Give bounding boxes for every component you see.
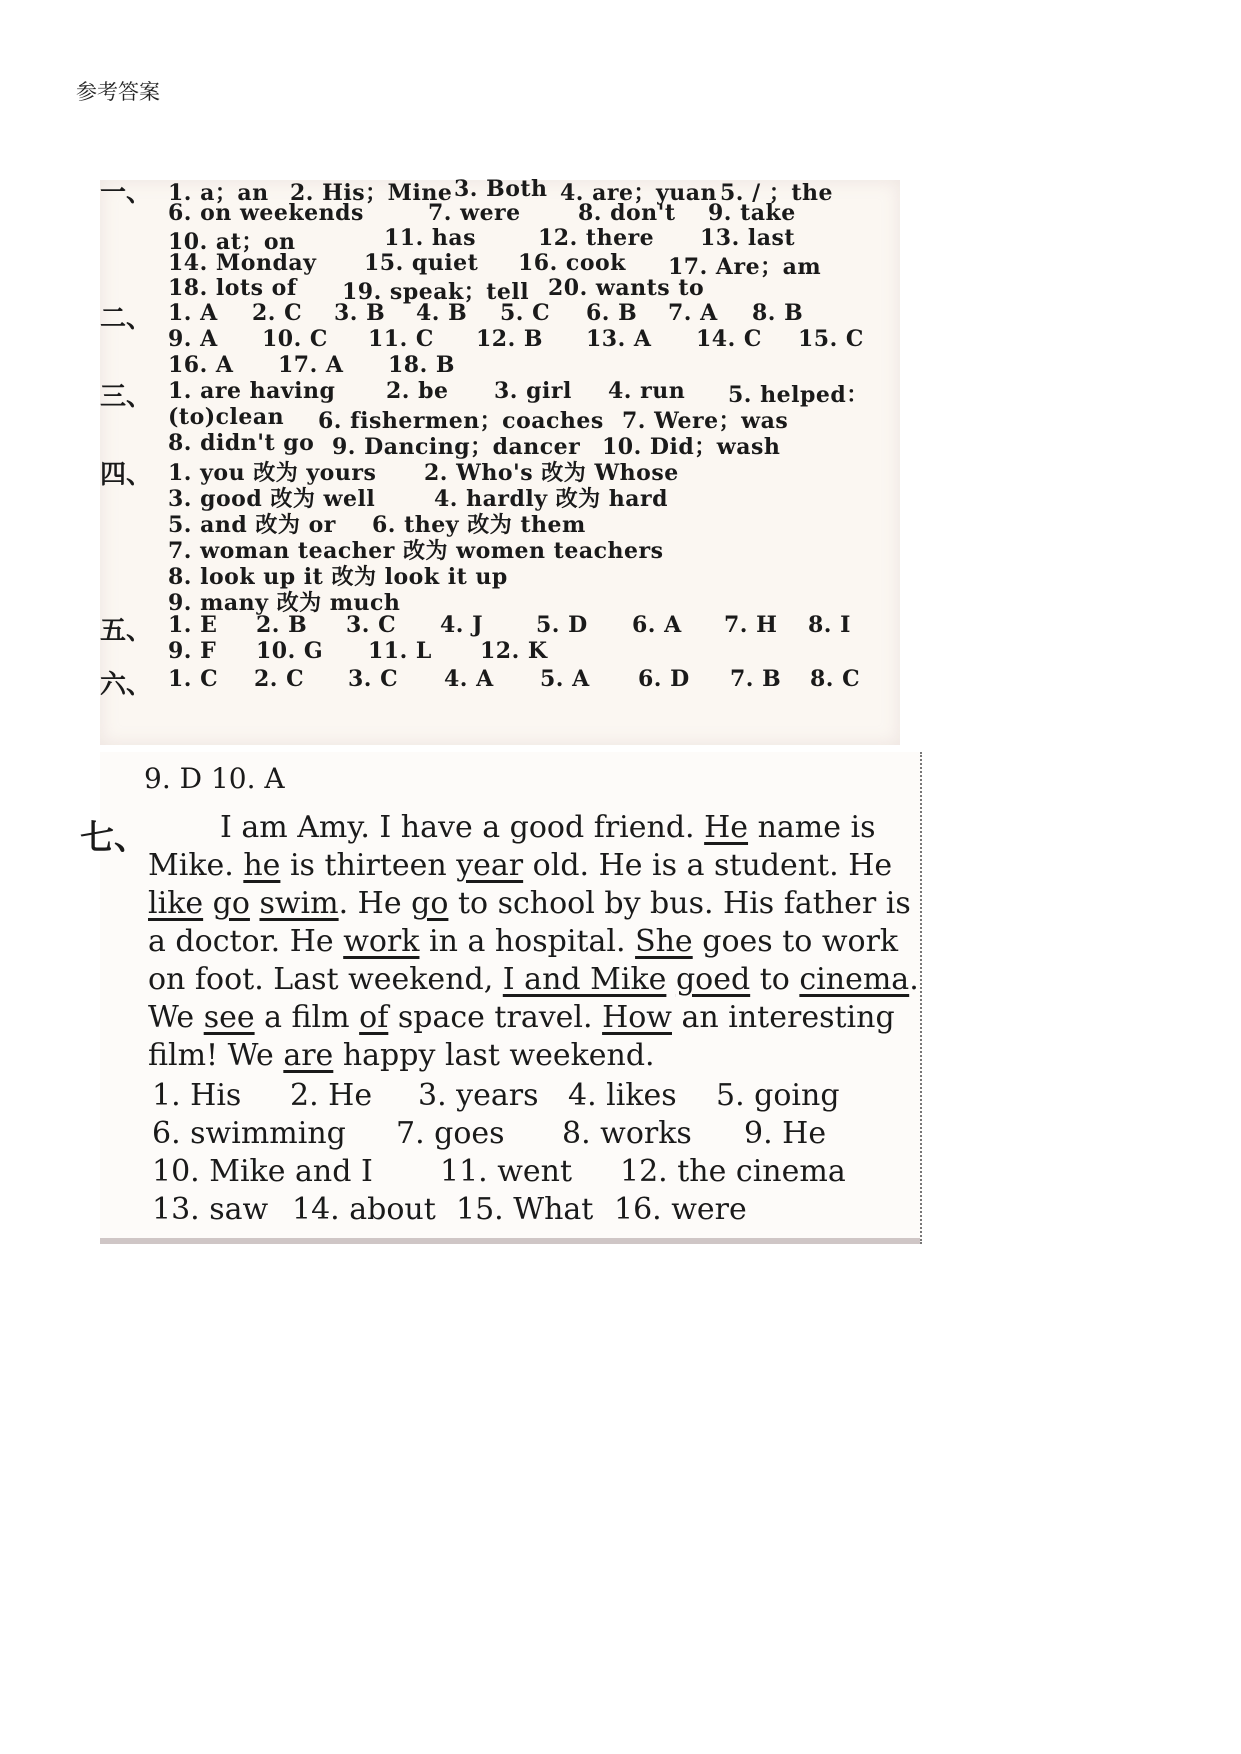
answer-item: 3. C bbox=[348, 666, 399, 692]
answer-item: 7. woman teacher 改为 women teachers bbox=[168, 538, 664, 564]
answer-item: 7. were bbox=[428, 200, 521, 226]
answer-item: 15. C bbox=[798, 326, 864, 352]
answer-item: 5. going bbox=[716, 1078, 840, 1113]
answer-item: 8. C bbox=[810, 666, 861, 692]
answer-item: 12. B bbox=[476, 326, 544, 352]
answer-item: 8. don't bbox=[578, 200, 676, 226]
passage-line-2: Mike. he is thirteen year old. He is a student. He bbox=[148, 848, 893, 883]
answer-item: 8. works bbox=[562, 1116, 692, 1151]
answer-item: 4. J bbox=[440, 612, 484, 638]
answer-scan-part-2 bbox=[80, 752, 922, 1244]
answer-item: 2. Who's 改为 Whose bbox=[424, 460, 679, 486]
answer-item: 12. K bbox=[480, 638, 548, 664]
answer-item: 15. quiet bbox=[364, 250, 479, 276]
answer-item: 4. A bbox=[444, 666, 494, 692]
answer-item: 14. Monday bbox=[168, 250, 317, 276]
answer-item: 8. B bbox=[752, 300, 804, 326]
answer-item: 6. on weekends bbox=[168, 200, 364, 226]
answer-item: 15. What bbox=[456, 1192, 594, 1227]
answer-item: 16. A bbox=[168, 352, 234, 378]
answer-item: 7. goes bbox=[396, 1116, 505, 1151]
answer-item: 6. D bbox=[638, 666, 690, 692]
answer-item: 8. look up it 改为 look it up bbox=[168, 564, 508, 590]
answer-item: 5. C bbox=[500, 300, 551, 326]
answer-item: 11. C bbox=[368, 326, 434, 352]
answer-item: 1. E bbox=[168, 612, 218, 638]
answer-item: 16. cook bbox=[518, 250, 626, 276]
answer-item: 9. many 改为 much bbox=[168, 590, 401, 616]
passage-line-7: film! We are happy last weekend. bbox=[148, 1038, 655, 1073]
answer-item: 3. Both bbox=[454, 176, 548, 202]
answer-item: 10. Mike and I bbox=[152, 1154, 373, 1189]
answer-item: 1. C bbox=[168, 666, 219, 692]
answer-item: 14. about bbox=[292, 1192, 436, 1227]
answer-item: 12. there bbox=[538, 225, 655, 251]
answer-item: 2. C bbox=[252, 300, 303, 326]
passage-line-6: We see a film of space travel. How an interesting bbox=[148, 1000, 895, 1035]
answer-item: 19. speak；tell bbox=[342, 279, 530, 305]
answer-item: 5. D bbox=[536, 612, 588, 638]
answer-item: 11. L bbox=[368, 638, 432, 664]
answer-item: 5. helped： bbox=[728, 382, 869, 408]
answer-item: 4. likes bbox=[568, 1078, 677, 1113]
answer-item: 10. Did；wash bbox=[602, 434, 781, 460]
answer-item: 7. A bbox=[668, 300, 718, 326]
answer-item: 6. A bbox=[632, 612, 682, 638]
scan-edge bbox=[100, 1238, 920, 1244]
answer-item: 12. the cinema bbox=[620, 1154, 846, 1189]
answer-item: 18. lots of bbox=[168, 275, 297, 301]
answer-item: 13. A bbox=[586, 326, 652, 352]
answer-item: 10. G bbox=[256, 638, 324, 664]
answer-item: 6. they 改为 them bbox=[372, 512, 586, 538]
answer-scan-part-1 bbox=[100, 176, 900, 745]
answer-item: 1. His bbox=[152, 1078, 242, 1113]
answer-item: 6. B bbox=[586, 300, 638, 326]
answer-item: 18. B bbox=[388, 352, 456, 378]
answer-item: 7. H bbox=[724, 612, 778, 638]
passage-line-4: a doctor. He work in a hospital. She goes to work bbox=[148, 924, 899, 959]
answer-item: 3. good 改为 well bbox=[168, 486, 376, 512]
answer-item: 16. were bbox=[614, 1192, 747, 1227]
answer-item: 13. saw bbox=[152, 1192, 269, 1227]
answer-item: 8. didn't go bbox=[168, 430, 315, 456]
page-title: 参考答案 bbox=[76, 80, 160, 104]
answer-item: 5. and 改为 or bbox=[168, 512, 336, 538]
section-1-label: 一、 bbox=[100, 178, 153, 208]
answer-item: 17. Are；am bbox=[668, 254, 822, 280]
answer-item: 4. B bbox=[416, 300, 468, 326]
answer-item: 9. He bbox=[744, 1116, 827, 1151]
answer-item: 4. are；yuan bbox=[560, 180, 717, 206]
answer-item: 2. B bbox=[256, 612, 308, 638]
answer-item: 5. A bbox=[540, 666, 590, 692]
section-4-label: 四、 bbox=[100, 460, 153, 490]
answer-item: 2. C bbox=[254, 666, 305, 692]
answer-item: 9. take bbox=[708, 200, 796, 226]
section-5-label: 五、 bbox=[100, 616, 153, 646]
answer-item: 4. run bbox=[608, 378, 686, 404]
answer-item: 17. A bbox=[278, 352, 344, 378]
answer-item: 8. I bbox=[808, 612, 851, 638]
section-2-label: 二、 bbox=[100, 304, 153, 334]
answer-item: 6. fishermen；coaches bbox=[318, 408, 604, 434]
answer-item: 4. hardly 改为 hard bbox=[434, 486, 669, 512]
answer-item: 2. His；Mine bbox=[290, 180, 453, 206]
answer-item: 11. has bbox=[384, 225, 477, 251]
answer-item: 11. went bbox=[440, 1154, 573, 1189]
answer-item: 20. wants to bbox=[548, 275, 705, 301]
answer-item: 10. at；on bbox=[168, 229, 296, 255]
answer-item: 5. / ；the bbox=[720, 180, 833, 206]
answer-item: 6. swimming bbox=[152, 1116, 346, 1151]
answer-item: 7. Were；was bbox=[622, 408, 789, 434]
section-3-label: 三、 bbox=[100, 382, 153, 412]
passage-line-1: I am Amy. I have a good friend. He name is bbox=[220, 810, 876, 845]
answer-item: 7. B bbox=[730, 666, 782, 692]
answer-item: 3. years bbox=[418, 1078, 539, 1113]
answer-item: 2. be bbox=[386, 378, 449, 404]
section-7-label: 七、 bbox=[80, 818, 148, 858]
answer-item: 1. A bbox=[168, 300, 218, 326]
answer-item: 1. you 改为 yours bbox=[168, 460, 377, 486]
answer-item: 9. Dancing；dancer bbox=[332, 434, 581, 460]
answer-item: (to)clean bbox=[168, 404, 285, 430]
answer-item: 3. girl bbox=[494, 378, 572, 404]
answer-item: 14. C bbox=[696, 326, 762, 352]
answer-item: 1. a；an bbox=[168, 180, 269, 206]
answer-item: 3. B bbox=[334, 300, 386, 326]
answer-item: 2. He bbox=[290, 1078, 373, 1113]
answer-item: 3. C bbox=[346, 612, 397, 638]
section-6-continued: 9. D 10. A bbox=[144, 762, 285, 795]
passage-line-5: on foot. Last weekend, I and Mike goed to cinema. bbox=[148, 962, 919, 997]
answer-item: 9. F bbox=[168, 638, 217, 664]
answer-item: 9. A bbox=[168, 326, 218, 352]
answer-item: 10. C bbox=[262, 326, 328, 352]
passage-line-3: like go swim. He go to school by bus. His father is bbox=[148, 886, 911, 921]
answer-item: 1. are having bbox=[168, 378, 336, 404]
section-6-label: 六、 bbox=[100, 670, 153, 700]
answer-item: 13. last bbox=[700, 225, 796, 251]
